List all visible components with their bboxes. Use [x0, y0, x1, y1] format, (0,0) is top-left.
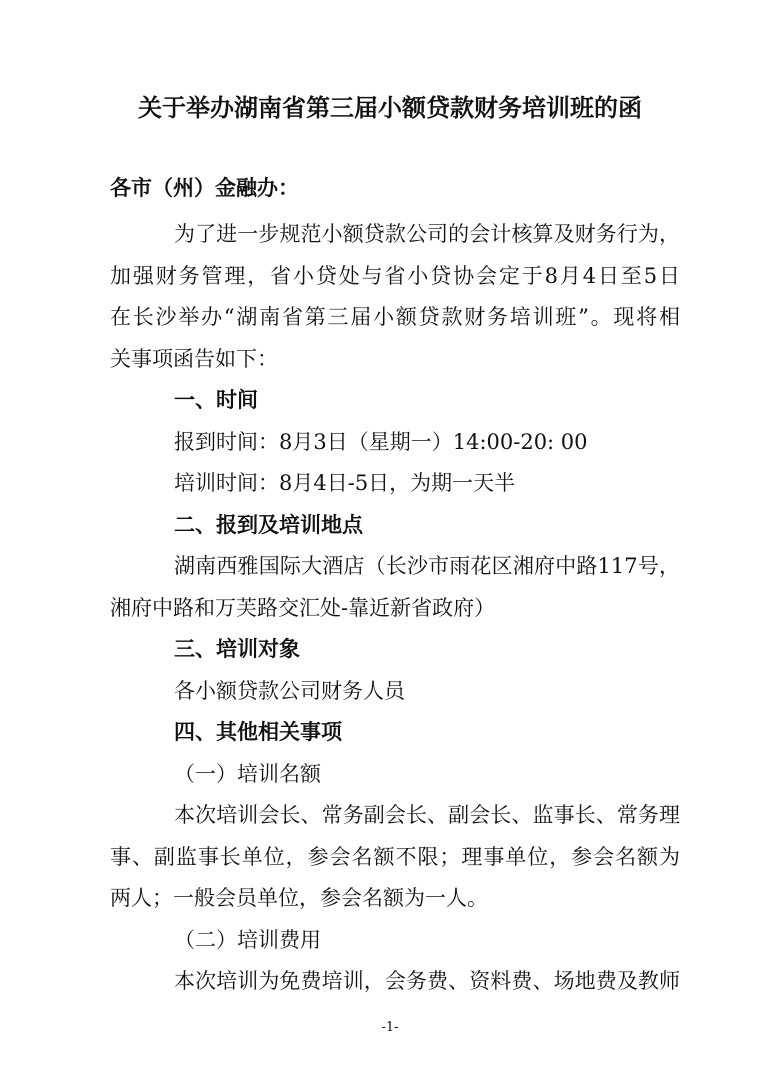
section-heading-location: 二、报到及培训地点 [174, 512, 363, 537]
intro-line: 加强财务管理，省小贷处与省小贷协会定于8月4日至5日 [110, 263, 680, 288]
fees-line: 本次培训为免费培训，会务费、资料费、场地费及教师 [174, 969, 680, 993]
section-heading-time: 一、时间 [174, 388, 258, 412]
quota-line: 事、副监事长单位，参会名额不限；理事单位，参会名额为 [110, 844, 680, 869]
location-line: 湘府中路和万芙路交汇处-靠近新省政府） [110, 595, 496, 620]
subsection-heading-quota: （一）培训名额 [174, 761, 321, 786]
page-number: -1- [381, 1020, 399, 1035]
location-line: 湖南西雅国际大酒店（长沙市雨花区湘府中路117号， [174, 554, 680, 578]
salutation: 各市（州）金融办： [110, 176, 299, 200]
section-heading-other: 四、其他相关事项 [174, 720, 342, 744]
quota-line: 两人；一般会员单位，参会名额为一人。 [110, 886, 488, 910]
registration-time: 报到时间：8月3日（星期一）14:00-20: 00 [174, 429, 588, 454]
audience-line: 各小额贷款公司财务人员 [174, 678, 405, 703]
document-title: 关于举办湖南省第三届小额贷款财务培训班的函 [138, 93, 642, 122]
intro-line: 在长沙举办“湖南省第三届小额贷款财务培训班”。现将相 [110, 305, 680, 329]
intro-line: 为了进一步规范小额贷款公司的会计核算及财务行为， [174, 222, 680, 246]
section-heading-audience: 三、培训对象 [174, 637, 300, 661]
subsection-heading-fees: （二）培训费用 [174, 927, 321, 952]
training-time: 培训时间：8月4日-5日，为期一天半 [174, 471, 516, 495]
quota-line: 本次培训会长、常务副会长、副会长、监事长、常务理 [174, 803, 680, 827]
intro-line: 关事项函告如下： [110, 346, 278, 371]
document-body [110, 214, 680, 1003]
